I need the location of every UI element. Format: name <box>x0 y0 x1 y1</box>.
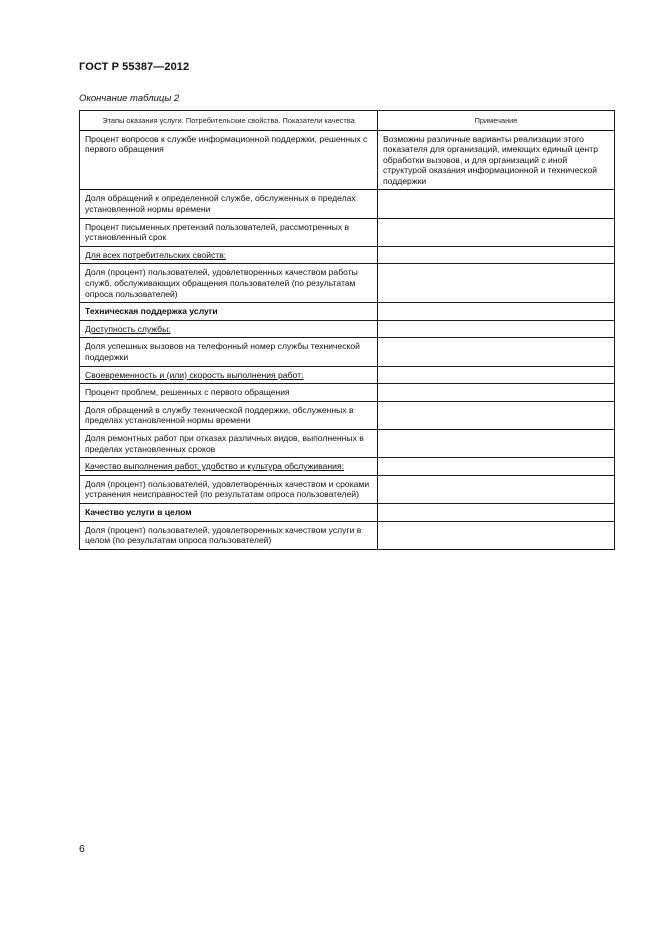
table-caption: Окончание таблицы 2 <box>79 93 180 104</box>
table-row <box>80 401 615 429</box>
note-cell <box>378 475 615 503</box>
indicator-text: Процент проблем, решенных с первого обращения <box>85 387 290 398</box>
table-row <box>80 521 615 549</box>
table-row <box>80 190 615 218</box>
section-heading-cell <box>80 503 378 521</box>
section-heading-text: Техническая поддержка услуги <box>85 306 218 317</box>
indicator-text: Доля (процент) пользователей, удовлетворенных качеством и сроками устранения неисправностей (по результатам опроса пользователей) <box>85 478 370 500</box>
table-header-row <box>80 111 615 131</box>
note-cell <box>378 218 615 246</box>
indicator-cell <box>80 338 378 366</box>
document-standard-code: ГОСТ Р 55387—2012 <box>79 61 190 73</box>
note-cell <box>378 401 615 429</box>
table-row <box>80 475 615 503</box>
indicator-cell <box>80 475 378 503</box>
table-row <box>80 503 615 521</box>
note-cell <box>378 190 615 218</box>
indicator-cell <box>80 384 378 402</box>
page-number: 6 <box>79 843 85 855</box>
indicator-text: Доля успешных вызовов на телефонный номер службы технической поддержки <box>85 341 360 362</box>
table-row <box>80 338 615 366</box>
table-row <box>80 320 615 338</box>
subheading-cell <box>80 458 378 476</box>
subheading-text: Своевременность и (или) скорость выполнения работ: <box>85 369 304 380</box>
note-cell <box>378 458 615 476</box>
subheading-cell <box>80 246 378 264</box>
table-row <box>80 458 615 476</box>
subheading-text: Доступность службы: <box>85 323 171 334</box>
indicator-cell <box>80 429 378 457</box>
indicator-text: Доля ремонтных работ при отказах различных видов, выполненных в пределах установленных сроков <box>85 432 364 454</box>
indicator-text: Доля (процент) пользователей, удовлетворенных качеством работы служб, обслуживающих обращения пользователей (по результатам опроса пользователей) <box>85 267 358 299</box>
column-header-note: Примечание <box>378 111 615 131</box>
indicator-text: Процент вопросов к службе информационной поддержки, решенных с первого обращения <box>85 133 368 155</box>
note-cell <box>378 303 615 321</box>
subheading-cell <box>80 320 378 338</box>
table-row <box>80 366 615 384</box>
section-heading-cell <box>80 303 378 321</box>
section-heading-text: Качество услуги в целом <box>85 506 192 517</box>
indicator-text: Доля обращений к определенной службе, обслуженных в пределах установленной нормы времени <box>85 193 356 215</box>
table-row <box>80 218 615 246</box>
indicator-cell <box>80 401 378 429</box>
note-cell <box>378 320 615 338</box>
subheading-text: Для всех потребительских свойств: <box>85 249 227 260</box>
indicator-cell <box>80 521 378 549</box>
indicators-table <box>79 110 615 550</box>
note-cell <box>378 338 615 366</box>
indicator-text: Доля обращений в службу технической поддержки, обслуженных в пределах установленной нормы времени <box>85 404 354 426</box>
note-cell <box>378 246 615 264</box>
note-cell: Возможны различные варианты реализации этого показателя для организаций, имеющих единый центр обработки вызовов, и для организаций с иной структурой оказания информационной и технической поддержки <box>378 130 615 190</box>
indicator-text: Доля (процент) пользователей, удовлетворенных качеством услуги в целом (по результатам опроса пользователей) <box>85 524 362 546</box>
note-cell <box>378 521 615 549</box>
table-body <box>80 130 615 549</box>
indicator-cell <box>80 130 378 190</box>
indicator-cell <box>80 264 378 303</box>
indicator-text: Процент письменных претензий пользователей, рассмотренных в установленный срок <box>85 221 350 243</box>
table-row <box>80 384 615 402</box>
table-row <box>80 429 615 457</box>
note-cell <box>378 366 615 384</box>
subheading-text: Качество выполнения работ, удобство и культура обслуживания: <box>85 461 345 472</box>
table-row <box>80 303 615 321</box>
subheading-cell <box>80 366 378 384</box>
table-row <box>80 130 615 190</box>
note-cell <box>378 384 615 402</box>
indicator-cell <box>80 190 378 218</box>
table-row <box>80 246 615 264</box>
note-cell <box>378 503 615 521</box>
note-cell <box>378 429 615 457</box>
column-header-stages: Этапы оказания услуги. Потребительские свойства. Показатели качества <box>80 111 378 131</box>
indicator-cell <box>80 218 378 246</box>
note-cell <box>378 264 615 303</box>
table-row <box>80 264 615 303</box>
